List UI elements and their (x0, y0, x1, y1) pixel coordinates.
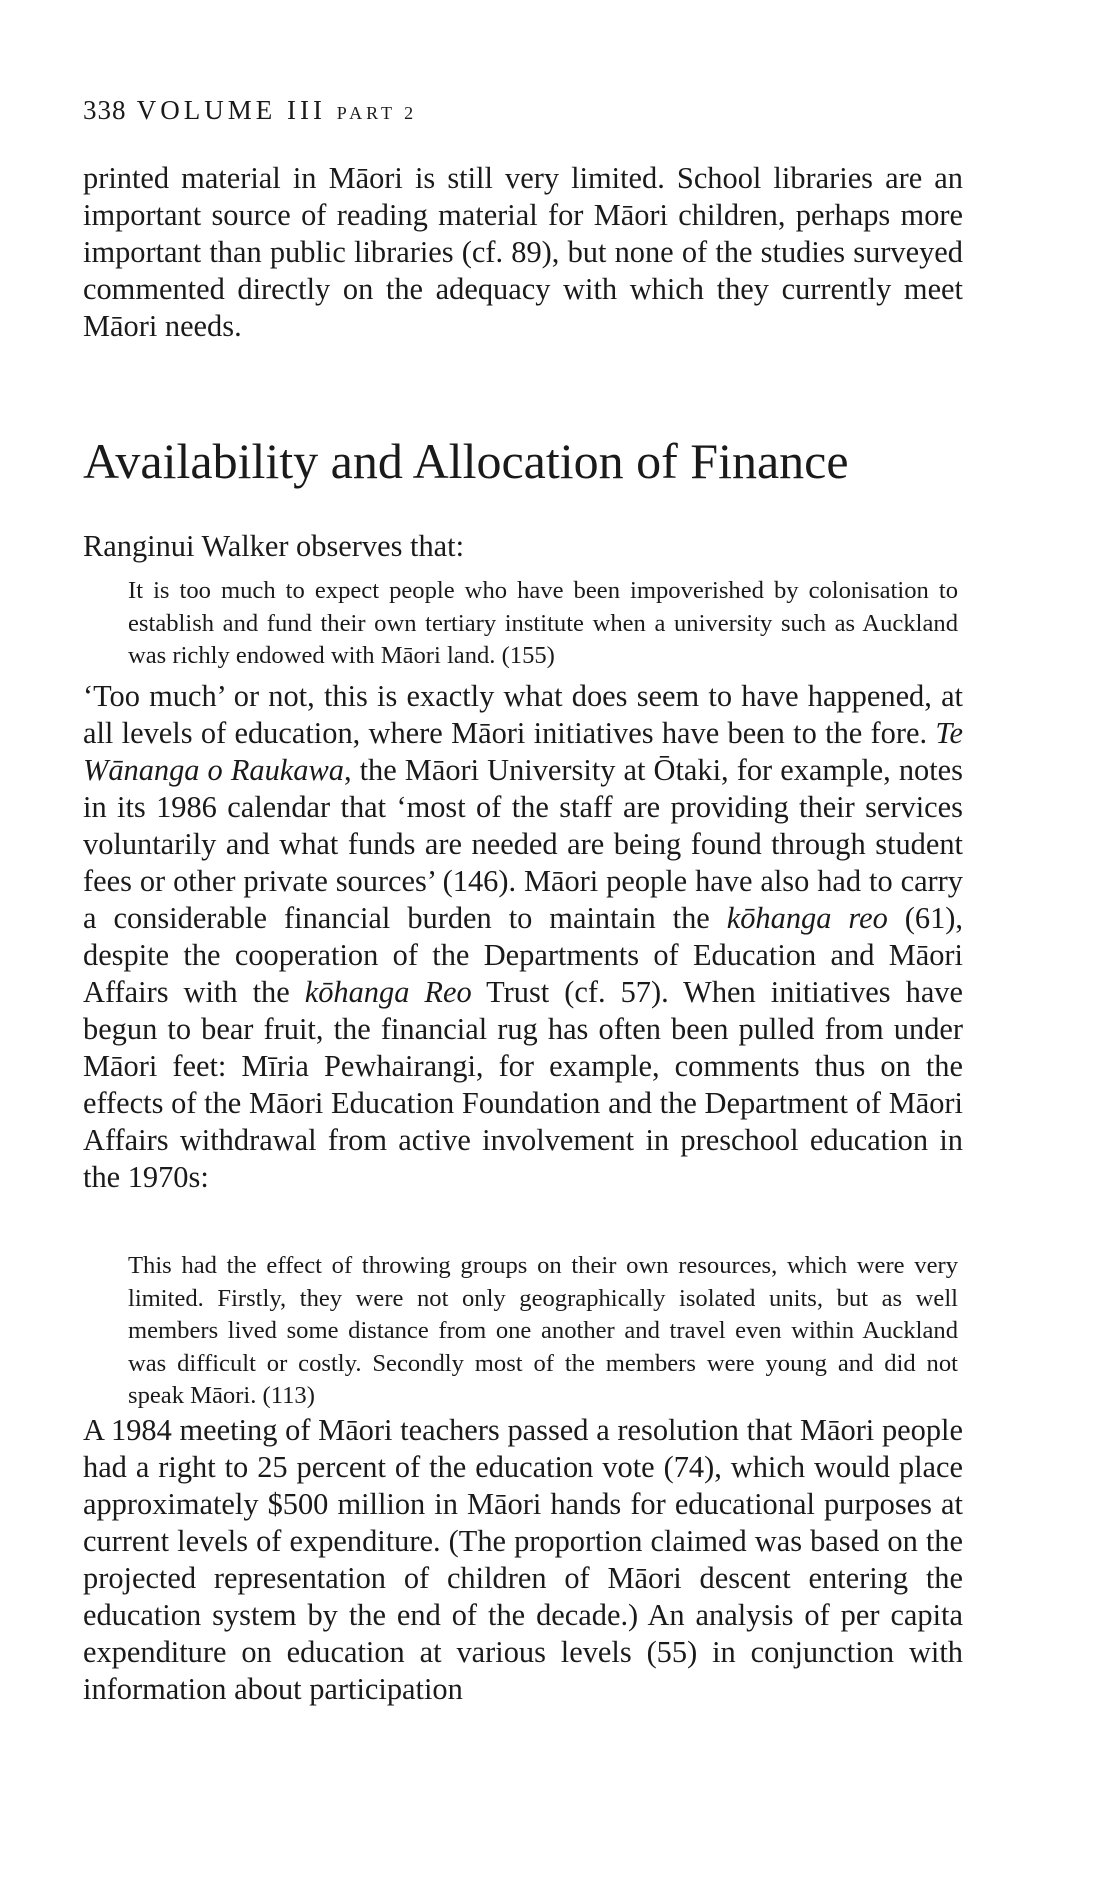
paragraph-finance (83, 678, 963, 1196)
italic-term-kohanga-reo-trust: kōhanga Reo (304, 975, 472, 1009)
italic-institution-title: Te Wānanga o Raukawa (83, 716, 963, 787)
section-heading: Availability and Allocation of Finance (83, 433, 849, 489)
paragraph-education-vote: A 1984 meeting of Māori teachers passed a resolution that Māori people had a right to 25 percent of the education vote (74), which would place approximately $500 million in Māori hands for educational purposes at current levels of expenditure. (The proportion claimed was based on the projected representation of children of Māori descent entering the education system by the end of the decade.) An analysis of per capita expenditure on education at various levels (55) in conjunction with information about participation (83, 1413, 963, 1706)
volume-label: VOLUME III (136, 95, 326, 125)
paragraph-text-a: ‘Too much’ or not, this is exactly what does seem to have happened, at all levels of education, where Māori initiatives have been to the fore. (83, 679, 963, 750)
running-head (83, 95, 417, 126)
block-quote-pewhairangi: This had the effect of throwing groups on their own resources, which were very limited. Firstly, they were not only geographically isolated units, but as well members lived some distance from one another and travel even within Auckland was difficult or costly. Secondly most of the members were young and did not speak Māori. (113) (128, 1252, 958, 1409)
paragraph-text-b: , the Māori University at Ōtaki, for example, notes in its 1986 calendar that ‘most of the staff are providing their services voluntarily and what funds are needed are being found through student fees or other private sources’ (146). Māori people have also had to carry a considerable financial burden to maintain the (83, 753, 963, 935)
page-number: 338 (83, 95, 127, 125)
paragraph-text-c: (61), despite the cooperation of the Departments of Education and Māori Affairs with the (83, 901, 963, 1009)
quote-intro: Ranginui Walker observes that: (83, 529, 465, 563)
paragraph-text-d: Trust (cf. 57). When initiatives have begun to bear fruit, the financial rug has often been pulled from under Māori feet: Mīria Pewhairangi, for example, comments thus on the effects of the Māori Education Foundation and the Department of Māori Affairs withdrawal from active involvement in preschool education in the 1970s: (83, 975, 963, 1194)
italic-term-kohanga-reo: kōhanga reo (726, 901, 888, 935)
paragraph-continued: printed material in Māori is still very limited. School libraries are an important source of reading material for Māori children, perhaps more important than public libraries (cf. 89), but none of the studies surveyed commented directly on the adequacy with which they currently meet Māori needs. (83, 161, 963, 343)
part-label: PART 2 (336, 103, 418, 123)
block-quote-walker: It is too much to expect people who have been impoverished by colonisation to establish and fund their own tertiary institute when a university such as Auckland was richly endowed with Māori land. (155) (128, 577, 958, 669)
